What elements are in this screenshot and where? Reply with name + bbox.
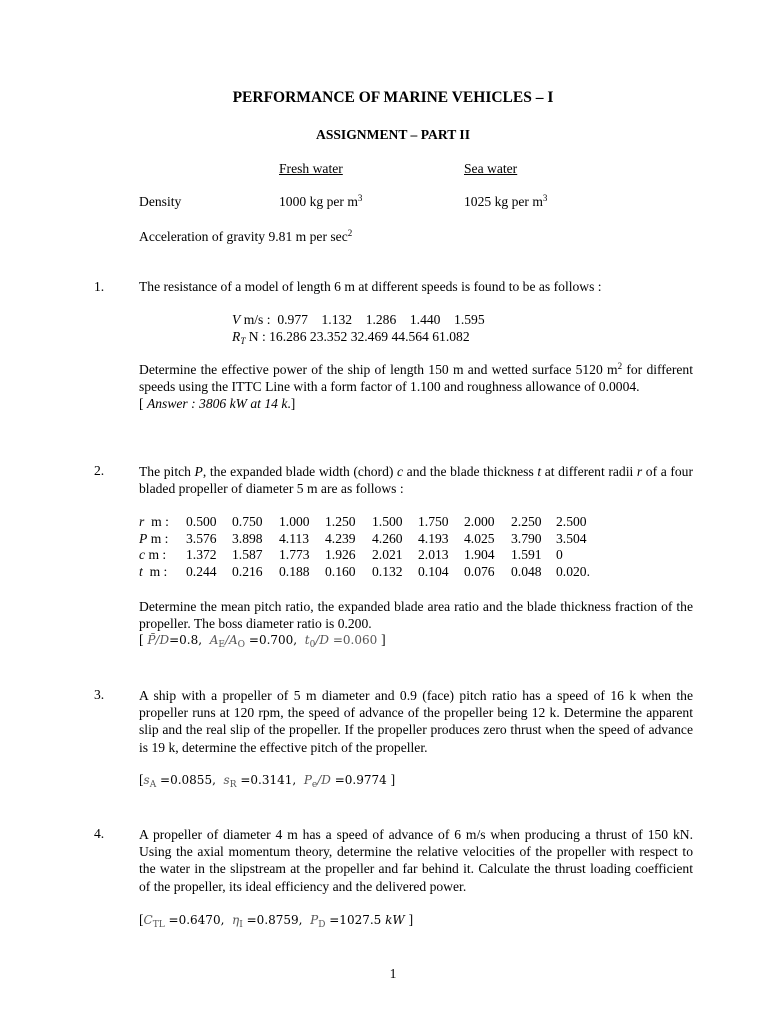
table-cell: 3.504: [556, 531, 587, 546]
q3-answer: [$s_A =0.0855$, $s_R =0.3141$, $P_e/D =0.9774$ ]: [139, 772, 396, 790]
q3-number: 3.: [94, 687, 105, 702]
page-title: PERFORMANCE OF MARINE VEHICLES – I: [232, 89, 554, 106]
q4-question: A propeller of diameter 4 m has a speed of advance of 6 m/s when producing a thrust of 150 kN. Using the axial momentum theory, determine the relative velocities of the propeller with respect to the water in the slipstream at the propeller and far behind it. Calculate the thrust loading coefficient of the propeller, its ideal efficiency and the delivered power.: [139, 827, 693, 894]
q1-question: Determine the effective power of the ship of length 150 m and wetted surface 5120 $m^2$ for different speeds using the ITTC Line with a form factor of 1.100 and roughness allowance of 0.0004. [ Answer : 3806 kW at 14 k.]: [139, 361, 693, 412]
table-cell: 0.076: [464, 564, 495, 579]
table-cell: 0.020.: [556, 564, 590, 579]
table-cell: 3.898: [232, 531, 263, 546]
q2-number: 2.: [94, 463, 105, 478]
table-cell: 1.591: [511, 547, 542, 562]
table-cell: 4.260: [372, 531, 403, 546]
table-cell: 1.500: [372, 514, 403, 529]
table-cell: 0: [556, 547, 563, 562]
table-cell: 4.113: [279, 531, 310, 546]
table-cell: 0.750: [232, 514, 263, 529]
q2-intro: The pitch P, the expanded blade width (chord) c and the blade thickness t at different radii r of a four bladed propeller of diameter 5 m are as follows :: [139, 464, 694, 497]
fresh-water-header: Fresh water: [279, 161, 343, 176]
table-cell: 1.750: [418, 514, 449, 529]
table-cell: 1.587: [232, 547, 263, 562]
q4-answer: [$C_{TL} =0.6470$, $\eta_I =0.8759$, $P_D =1027.5$ kW ]: [139, 912, 414, 930]
q3-question: A ship with a propeller of 5 m diameter and 0.9 (face) pitch ratio has a speed of 16 k when the propeller runs at 120 rpm, the speed of advance of the propeller being 12 k. Determine the apparent slip and the real slip of the propeller. If the propeller produces zero thrust when the speed of advance is 19 k, determine the effective pitch of the propeller.: [139, 688, 693, 755]
table-cell: 2.021: [372, 547, 403, 562]
table-cell: 0.188: [279, 564, 310, 579]
q1-answer: [ Answer : 3806 kW at 14 k.]: [139, 396, 296, 412]
q4-number: 4.: [94, 826, 105, 841]
table-cell: 0.244: [186, 564, 217, 579]
page-number: 1: [389, 966, 397, 981]
q2-question: Determine the mean pitch ratio, the expanded blade area ratio and the blade thickness fraction of the propeller. The boss diameter ratio is 0.200.: [139, 599, 693, 632]
table-cell: 1.372: [186, 547, 217, 562]
q1-number: 1.: [94, 279, 105, 294]
fresh-density-value: 1000 kg per $m^3$: [279, 193, 363, 209]
table-cell: 0.160: [325, 564, 356, 579]
table-cell: 1.000: [279, 514, 310, 529]
table-cell: 3.790: [511, 531, 542, 546]
sea-density-value: 1025 kg per $m^3$: [464, 193, 548, 209]
table-cell: 0.048: [511, 564, 542, 579]
sea-water-header: Sea water: [464, 161, 518, 176]
table-cell: 1.773: [279, 547, 310, 562]
q1-speed-row: V m/s : 0.977 1.132 1.286 1.440 1.595: [232, 312, 485, 327]
q2-answer: [ P̄/D=0.8, $A_E/A_O =0.700$, $t_0/D =0.060$ ]: [139, 632, 386, 650]
table-cell: 4.025: [464, 531, 495, 546]
table-cell: 1.250: [325, 514, 356, 529]
page-subtitle: ASSIGNMENT – PART II: [316, 127, 470, 142]
table-cell: 4.193: [418, 531, 449, 546]
table-cell: 2.000: [464, 514, 495, 529]
table-cell: 1.904: [464, 547, 495, 562]
table-row-label: t m :: [139, 564, 168, 579]
table-cell: 4.239: [325, 531, 356, 546]
q1-resistance-row: $R_T$ N : 16.286 23.352 32.469 44.564 61.082: [232, 329, 470, 346]
table-cell: 2.500: [556, 514, 587, 529]
table-row-label: P m :: [139, 531, 169, 546]
table-cell: 0.500: [186, 514, 217, 529]
table-cell: 0.216: [232, 564, 263, 579]
table-cell: 0.132: [372, 564, 403, 579]
table-cell: 2.013: [418, 547, 449, 562]
density-label: Density: [139, 194, 182, 209]
q1-text: The resistance of a model of length 6 m at different speeds is found to be as follows :: [139, 279, 602, 294]
gravity-line: Acceleration of gravity 9.81 m per $\sec^2$: [139, 228, 353, 244]
table-cell: 1.926: [325, 547, 356, 562]
table-cell: 3.576: [186, 531, 217, 546]
table-cell: 0.104: [418, 564, 449, 579]
table-cell: 2.250: [511, 514, 542, 529]
table-row-label: c m :: [139, 547, 167, 562]
table-row-label: r m :: [139, 514, 169, 529]
